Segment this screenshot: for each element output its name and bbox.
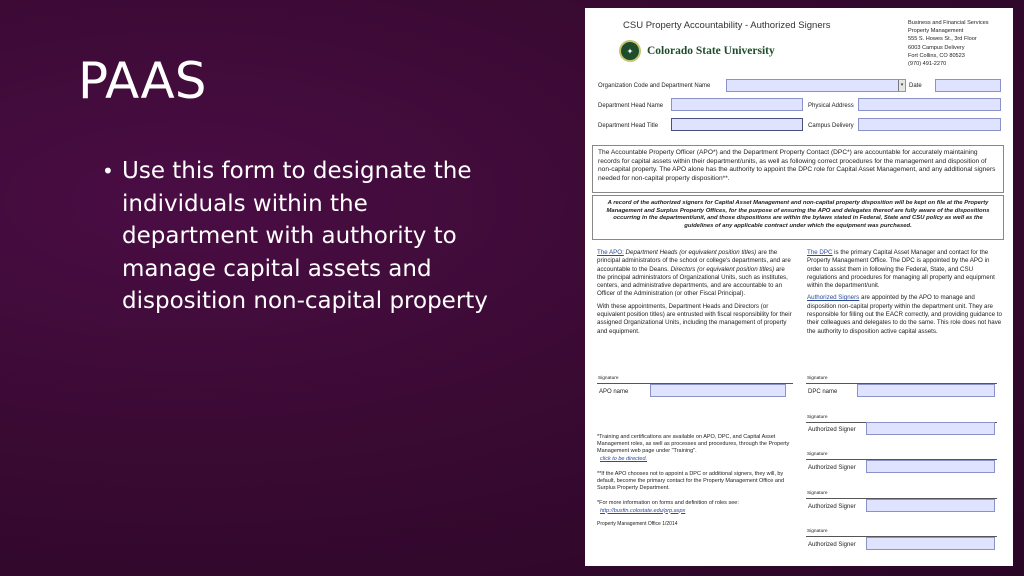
dpc-column: [807, 249, 1002, 340]
dept-head-title-label: Department Head Title: [598, 123, 659, 129]
intro-box: [592, 145, 1004, 193]
apo-text-part: are the principal administrators of the school or college's departments, and are accountable to the Deans.: [597, 249, 791, 273]
apo-signature-caption: Signature: [598, 376, 619, 381]
physical-address-field[interactable]: [858, 98, 1001, 111]
dpc-text: is the primary Capital Asset Manager and contact for the Property Management Office. The DPC is appointed by the APO in order to assist them in following the Federal, State, and CSU regulations and procedures for managing all property and equipment within the department/unit.: [807, 249, 995, 290]
signer-3-field[interactable]: [866, 499, 995, 512]
address-line: Property Management: [908, 28, 964, 35]
campus-delivery-label: Campus Delivery: [808, 123, 854, 129]
apo-paragraph: [597, 249, 792, 299]
org-code-select[interactable]: [726, 79, 906, 92]
form-title: CSU Property Accountability - Authorized Signers: [623, 20, 831, 31]
signer-2-label: Authorized Signer: [808, 465, 856, 471]
busfin-link[interactable]: http://busfin.colostate.edu/prp.aspx: [600, 507, 686, 514]
footnote-more-info: *For more information on forms and definition of roles see:: [597, 500, 739, 507]
intro-text: The Accountable Property Officer (APO*) and the Department Property Contact (DPC*) are accountable for accurately maintaining records for capital assets within their department/units, as well as following correct procedures for the management and disposition of non-capital property. The APO alone has the authority to appoint the DPC role for Capital Asset Management, and any additional signers needed for non-capital property disposition**.: [598, 149, 996, 182]
signers-paragraph: [807, 294, 1002, 335]
footnotes: [597, 434, 792, 528]
address-line: 6003 Campus Delivery: [908, 44, 965, 51]
footnote-training: *Training and certifications are available on APO, DPC, and Capital Asset Management roles, as well as processes and procedures, through the Property Management web page under "Training".: [597, 434, 790, 455]
record-note-text: A record of the authorized signers for Capital Asset Management and non-capital property disposition will be kept on file at the Property Management and Surplus Property Offices, for the purpose of ensuring the APO and delegates thereof are fully aware of the dispositions occurring in the department/unit, and those dispositions are within the bylaws stated in Federal, State and CSU policy as well as the guidelines of any applicable contract under which the equipment was purchased.: [606, 200, 990, 229]
address-line: Fort Collins, CO 80523: [908, 52, 965, 59]
signer-4-field[interactable]: [866, 537, 995, 550]
address-line: (970) 491-2270: [908, 61, 947, 68]
training-link[interactable]: click to be directed.: [600, 455, 648, 462]
dept-head-title-field[interactable]: [671, 118, 803, 131]
form-image: [585, 8, 1013, 566]
bullet-item: • Use this form to designate the individuals within the department with authority to manage capital assets and disposition non-capital property: [100, 155, 500, 318]
dpc-signature-caption: Signature: [807, 376, 828, 381]
org-code-label: Organization Code and Department Name: [598, 83, 711, 89]
campus-delivery-field[interactable]: [858, 118, 1001, 131]
bullet-list: [100, 155, 500, 318]
csu-logo: [619, 39, 775, 63]
office-address: [908, 19, 989, 68]
signers-text: are appointed by the APO to manage and disposition non-capital property within the department unit. They are responsible for filling out the EACR correctly, and providing guidance to their colleagues and delegates to do the same. This role does not have the authority to disposition active capital assets.: [807, 294, 1002, 335]
dpc-name-field[interactable]: [857, 384, 995, 397]
date-field[interactable]: [935, 79, 1001, 92]
dpc-term: The DPC: [807, 249, 833, 256]
signer-1-field[interactable]: [866, 422, 995, 435]
apo-text-part: Department Heads (or equivalent position titles): [623, 249, 757, 256]
signer-4-label: Authorized Signer: [808, 542, 856, 548]
apo-name-label: APO name: [599, 389, 629, 395]
dept-head-name-label: Department Head Name: [598, 103, 664, 109]
signer-3-caption: Signature: [807, 491, 828, 496]
record-note-box: [592, 195, 1004, 240]
dpc-paragraph: [807, 249, 1002, 290]
dropdown-arrow-icon[interactable]: ▾: [898, 80, 905, 91]
apo-term: The APO:: [597, 249, 624, 256]
signer-4-caption: Signature: [807, 529, 828, 534]
signer-1-caption: Signature: [807, 415, 828, 420]
signer-1-label: Authorized Signer: [808, 427, 856, 433]
footnote-no-dpc: **If the APO chooses not to appoint a DPC or additional signers, they will, by default, become the primary contact for the Property Management Office and Surplus Property Department.: [597, 470, 784, 492]
address-line: Business and Financial Services: [908, 20, 989, 26]
slide-title: PAAS: [78, 52, 207, 110]
apo-column: [597, 249, 792, 340]
ram-seal-icon: ✦: [619, 40, 641, 62]
office-revision: Property Management Office 1/2014: [597, 520, 678, 527]
dpc-name-label: DPC name: [808, 389, 838, 395]
signer-2-field[interactable]: [866, 460, 995, 473]
apo-paragraph-2: With these appointments, Department Heads and Directors (or equivalent position titles) are entrusted with fiscal responsibility for their assigned Organizational Units, including the management of property and equipment.: [597, 302, 792, 335]
physical-address-label: Physical Address: [808, 103, 854, 109]
dept-head-name-field[interactable]: [671, 98, 803, 111]
apo-text-part: are the principal administrators of Organizational Units, such as institutes, centers, and administrative departments, and are accountable to an Officer of the Administration (or other Fiscal Principal).: [597, 265, 788, 298]
apo-name-field[interactable]: [650, 384, 786, 397]
signer-2-caption: Signature: [807, 452, 828, 457]
signers-term: Authorized Signers: [807, 294, 860, 302]
signer-3-label: Authorized Signer: [808, 504, 856, 510]
apo-text-part: Directors (or equivalent position titles): [670, 265, 775, 273]
address-line: 555 S. Howes St., 3rd Floor: [908, 36, 977, 43]
logo-text: Colorado State University: [647, 45, 775, 57]
date-label: Date: [909, 83, 922, 89]
